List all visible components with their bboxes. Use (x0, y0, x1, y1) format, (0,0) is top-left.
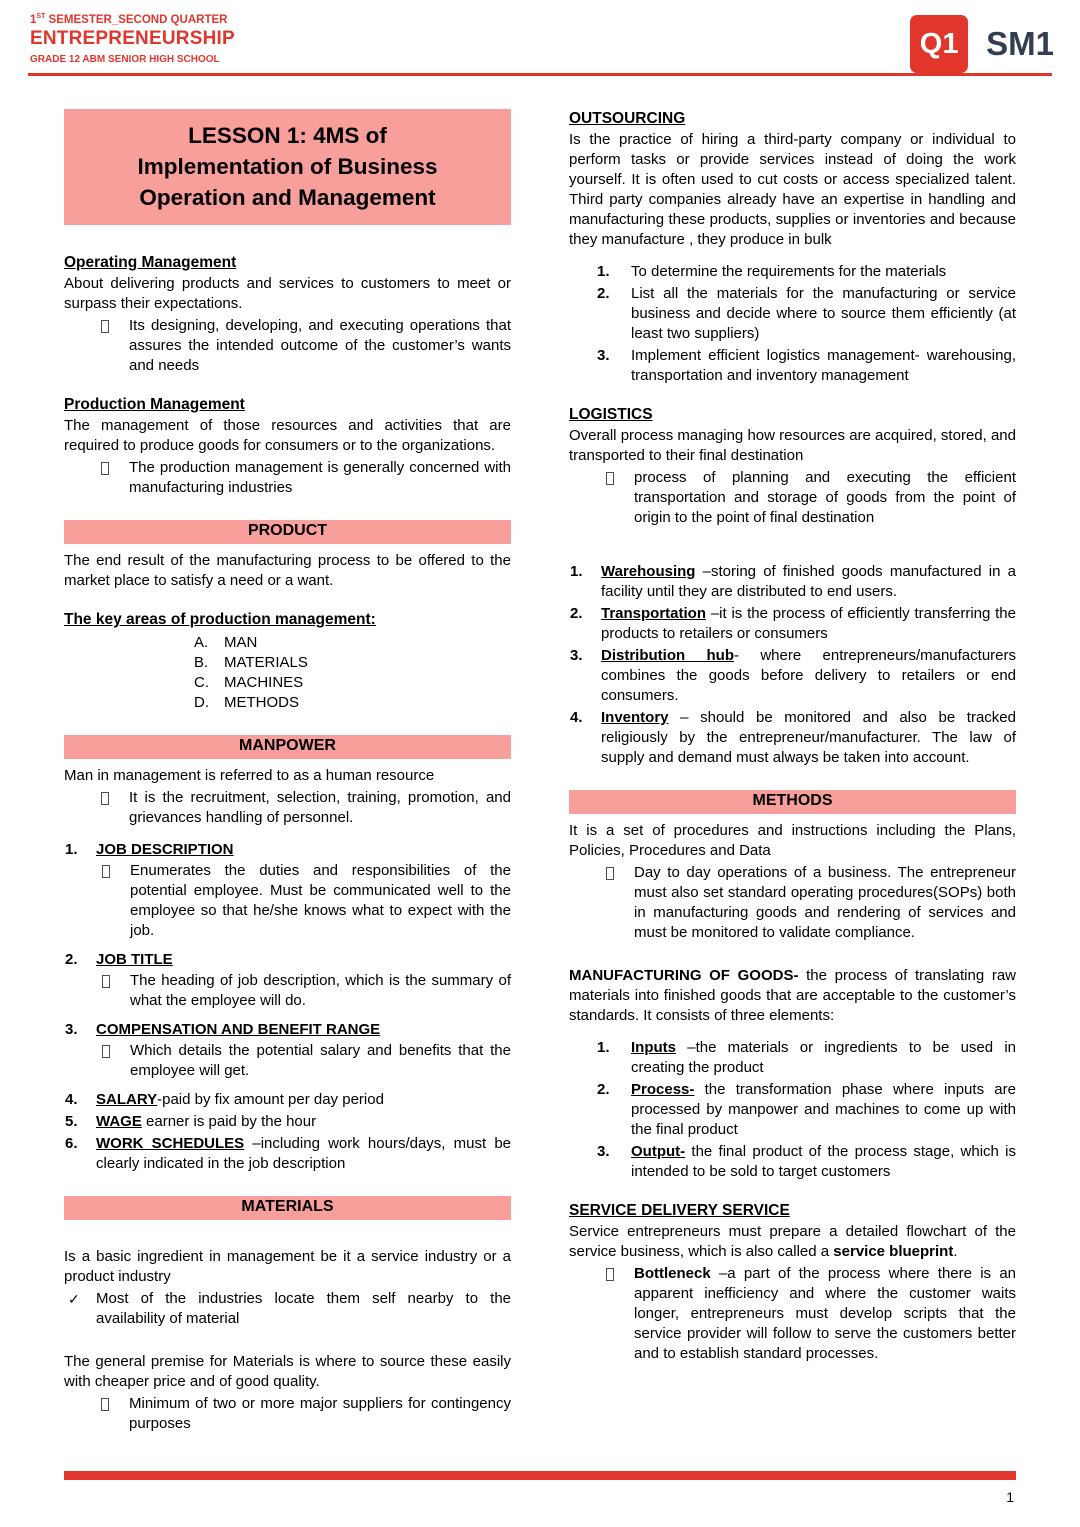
lesson-title-line: LESSON 1: 4MS of (188, 122, 387, 148)
list-item-text (631, 346, 1016, 386)
grade-strand-subtitle: GRADE 12 ABM SENIOR HIGH SCHOOL (30, 53, 220, 65)
paragraph (64, 416, 511, 456)
bullet-item-text (634, 468, 1016, 528)
list-item (65, 840, 511, 941)
list-item-text (96, 1134, 511, 1174)
text-run: Enumerates the duties and responsibilities of the potential employee. Must be communicated well to the employee so that he/she knows what to expect with the job. (130, 861, 511, 939)
bullet-item-text (130, 861, 511, 941)
list-marker: 3. (65, 1020, 78, 1038)
bullet-item (65, 861, 511, 941)
list-item-row (570, 562, 1016, 602)
list-marker: 2. (570, 604, 583, 622)
list-marker: 1. (570, 562, 583, 580)
list-marker: B. (194, 653, 209, 671)
list-item-text (631, 284, 1016, 344)
list-item-text (96, 950, 511, 970)
text-run: Implement efficient logistics management- warehousing, transportation and inventory management (631, 346, 1016, 384)
list-item-text (601, 562, 1016, 602)
empty-checkbox-icon (99, 316, 129, 376)
list-item-text (631, 1038, 1016, 1078)
empty-checkbox-icon (99, 458, 129, 498)
list-item (570, 646, 1016, 706)
bullet-item (64, 1394, 511, 1434)
paragraph (569, 821, 1016, 861)
bullet-item (64, 458, 511, 498)
quarter-text: SEMESTER_SECOND QUARTER (45, 13, 228, 26)
list-item (570, 708, 1016, 768)
list-marker: 2. (597, 1080, 610, 1098)
list-item-text (601, 708, 1016, 768)
list-item-text (96, 840, 511, 860)
text-run: Bottleneck (634, 1264, 711, 1282)
list-item-row (65, 950, 511, 970)
empty-checkbox-icon (100, 971, 130, 1011)
left-column (64, 109, 511, 1437)
text-run: –a part of the process where there is an apparent inefficiency and where the customer waits longer, entrepreneurs must develop scripts that the service provider will follow to serve the customers better and to establish standard processes. (634, 1264, 1016, 1362)
text-run: To determine the requirements for the materials (631, 262, 947, 280)
text-run: - where entrepreneurs/manufacturers combines the goods before delivery to retailers or end consumers. (601, 646, 1016, 704)
list-marker: 4. (65, 1090, 78, 1108)
list-marker: A. (194, 633, 209, 651)
right-column (569, 109, 1016, 1367)
bullet-item-text (129, 788, 511, 828)
footer-divider (64, 1471, 1016, 1480)
list-item (65, 1020, 511, 1081)
bullet-list (569, 863, 1016, 943)
text-run: –including work hours/days, must be clearly indicated in the job description (96, 1134, 512, 1172)
list-item-text: MATERIALS (224, 653, 308, 671)
text-run: It is the recruitment, selection, training, promotion, and grievances handling of personnel. (129, 788, 511, 826)
list-marker: 3. (597, 346, 610, 364)
text-run: – should be monitored and also be tracked religiously by the entrepreneur/manufacturer. The law of supply and demand must always be taken into account. (601, 708, 1016, 766)
list-item (65, 1134, 511, 1174)
text-run: Process- (631, 1080, 695, 1098)
bullet-item (569, 863, 1016, 943)
text-run: About delivering products and services to customers to meet or surpass their expectations. (64, 274, 511, 312)
empty-checkbox-icon (99, 1394, 129, 1434)
list-item-row (65, 1090, 511, 1110)
text-run: the transformation phase where inputs are processed by manpower and machines to come up with the final product (631, 1080, 1016, 1138)
text-run: the final product of the process stage, which is intended to be sold to target customers (631, 1142, 1016, 1180)
list-item (597, 1142, 1016, 1182)
text-run: Minimum of two or more major suppliers for contingency purposes (129, 1394, 511, 1432)
section-banner: METHODS (569, 790, 1016, 814)
section-heading (569, 109, 1016, 129)
section-heading-text: LOGISTICS (569, 405, 653, 423)
text-run: WORK SCHEDULES (96, 1134, 245, 1152)
paragraph (64, 551, 511, 591)
bullet-item-text (129, 458, 511, 498)
text-run: Its designing, developing, and executing operations that assures the intended outcome of the customer’s wants and needs (129, 316, 511, 374)
paragraph (64, 1247, 511, 1287)
list-item-text: MAN (224, 633, 258, 651)
section-heading (64, 253, 511, 273)
empty-checkbox-icon (604, 863, 634, 943)
numbered-list (569, 562, 1016, 768)
list-item-text (631, 262, 1016, 282)
list-item (194, 633, 511, 653)
bullet-list (569, 468, 1016, 528)
text-run: Day to day operations of a business. The entrepreneur must also set standard operating procedures(SOPs) both in manufacturing goods and rendering of services and must be monitored to validate compliance. (634, 863, 1016, 941)
list-item-row (570, 604, 1016, 644)
quarter-number: 1 (30, 13, 37, 26)
list-item-text (601, 646, 1016, 706)
ordinal-superscript: ST (36, 13, 46, 20)
text-run: –the materials or ingredients to be used in creating the product (631, 1038, 1016, 1076)
text-run: Distribution hub (601, 646, 734, 664)
text-run: Most of the industries locate them self nearby to the availability of material (96, 1289, 511, 1327)
section-banner: MATERIALS (64, 1196, 511, 1220)
list-marker: 3. (597, 1142, 610, 1160)
paragraph (64, 274, 511, 314)
list-item-text (96, 1020, 511, 1040)
list-marker: 3. (570, 646, 583, 664)
section-heading-text: The key areas of production management: (64, 610, 376, 628)
list-item (194, 673, 511, 693)
list-marker: 2. (597, 284, 610, 302)
list-item (597, 1080, 1016, 1140)
bullet-list (64, 1394, 511, 1434)
bullet-item-text (96, 1289, 511, 1329)
document-body (0, 76, 1080, 1437)
empty-checkbox-icon (99, 788, 129, 828)
text-run: The heading of job description, which is the summary of what the employee will do. (130, 971, 511, 1009)
spacer (569, 531, 1016, 550)
semester-quarter-line (30, 13, 1050, 26)
list-item-row (597, 1142, 1016, 1182)
list-item-row (597, 1080, 1016, 1140)
bullet-list (64, 316, 511, 376)
text-run: The production management is generally concerned with manufacturing industries (129, 458, 511, 496)
text-run: Overall process managing how resources are acquired, stored, and transported to their final destination (569, 426, 1016, 464)
text-run: It is a set of procedures and instructions including the Plans, Policies, Procedures and Data (569, 821, 1016, 859)
lesson-title (64, 109, 511, 225)
paragraph (569, 426, 1016, 466)
empty-checkbox-icon (604, 1264, 634, 1364)
text-run: JOB DESCRIPTION (96, 840, 234, 858)
paragraph (64, 1352, 511, 1392)
text-run: The management of those resources and activities that are required to produce goods for consumers or to the organizations. (64, 416, 511, 454)
bullet-item-text (129, 1394, 511, 1434)
section-heading (64, 395, 511, 415)
text-run: Output- (631, 1142, 686, 1160)
text-run: The end result of the manufacturing process to be offered to the market place to satisfy a need or a want. (64, 551, 511, 589)
paragraph (64, 766, 511, 786)
list-item-row (570, 646, 1016, 706)
bullet-item (64, 1289, 511, 1329)
list-item-row (597, 284, 1016, 344)
header-badges (910, 15, 1054, 73)
list-item-text (631, 1080, 1016, 1140)
spacer (64, 1332, 511, 1351)
list-item (65, 950, 511, 1011)
list-item-text: METHODS (224, 693, 299, 711)
bullet-list (64, 1289, 511, 1329)
list-item (570, 604, 1016, 644)
list-item (597, 1038, 1016, 1078)
section-heading-text: Operating Management (64, 253, 237, 271)
text-run: service blueprint (833, 1242, 954, 1260)
paragraph (569, 1222, 1016, 1262)
bullet-item-text (129, 316, 511, 376)
bullet-item-text (130, 971, 511, 1011)
list-item-text: MACHINES (224, 673, 304, 691)
list-item-row (597, 1038, 1016, 1078)
lesson-title-line: Operation and Management (139, 184, 436, 210)
check-icon: ✓ (68, 1290, 80, 1307)
list-item-row (570, 708, 1016, 768)
text-run: SALARY (96, 1090, 158, 1108)
text-run: Inputs (631, 1038, 676, 1056)
numbered-list (64, 840, 511, 1174)
bullet-item (569, 1264, 1016, 1364)
list-item-text (96, 1112, 511, 1132)
list-item-row (65, 840, 511, 860)
text-run: Is a basic ingredient in management be it a service industry or a product industry (64, 1247, 511, 1285)
empty-checkbox-icon (604, 468, 634, 528)
text-run: Warehousing (601, 562, 696, 580)
text-run: earner is paid by the hour (141, 1112, 317, 1130)
list-item-row (65, 1020, 511, 1040)
list-marker: 6. (65, 1134, 78, 1152)
text-run: Man in management is referred to as a human resource (64, 766, 435, 784)
bullet-item (64, 788, 511, 828)
bullet-item-text (634, 1264, 1016, 1364)
text-run: Service entrepreneurs must prepare a detailed flowchart of the service business, which is also called a (569, 1222, 1016, 1260)
section-banner: MANPOWER (64, 735, 511, 759)
lettered-list (64, 633, 511, 713)
text-run: JOB TITLE (96, 950, 173, 968)
list-marker: 1. (597, 262, 610, 280)
bullet-list (569, 1264, 1016, 1364)
bullet-list (64, 458, 511, 498)
list-marker: 2. (65, 950, 78, 968)
list-item (65, 1090, 511, 1110)
list-marker: 1. (65, 840, 78, 858)
text-run: WAGE (96, 1112, 142, 1130)
text-run: The general premise for Materials is where to source these easily with cheaper price and of good quality. (64, 1352, 511, 1390)
text-run: Inventory (601, 708, 669, 726)
list-item-text (631, 1142, 1016, 1182)
list-marker: 4. (570, 708, 583, 726)
list-item (570, 562, 1016, 602)
page-header (0, 0, 1080, 65)
text-run: -paid by fix amount per day period (157, 1090, 384, 1108)
list-item-text (601, 604, 1016, 644)
section-heading (569, 1201, 1016, 1221)
list-item (597, 284, 1016, 344)
text-run: Which details the potential salary and benefits that the employee will get. (130, 1041, 511, 1079)
list-item (65, 1112, 511, 1132)
text-run: MANUFACTURING OF GOODS- (569, 966, 799, 984)
list-item (597, 346, 1016, 386)
section-heading (64, 610, 511, 630)
text-run: Transportation (601, 604, 707, 622)
list-marker: 5. (65, 1112, 78, 1130)
bullet-item (65, 971, 511, 1011)
spacer (569, 946, 1016, 965)
text-run: process of planning and executing the efficient transportation and storage of goods from the point of origin to the point of final destination (634, 468, 1016, 526)
list-item-row (65, 1112, 511, 1132)
text-run: COMPENSATION AND BENEFIT RANGE (96, 1020, 381, 1038)
text-run: Is the practice of hiring a third-party company or individual to perform tasks or provide services instead of doing the work yourself. It is often used to cut costs or access specialized talent. Third party companies already have an expertise in handling and manufacturing these products, supplies or inventories and because they manufacture , they produce in bulk (569, 130, 1016, 248)
text-run: the process of translating raw materials into finished goods that are acceptable to the customer’s standards. It consists of three elements: (569, 966, 1016, 1024)
bullet-item (65, 1041, 511, 1081)
empty-checkbox-icon (100, 1041, 130, 1081)
bullet-list (64, 788, 511, 828)
list-item-row (597, 262, 1016, 282)
section-banner: PRODUCT (64, 520, 511, 544)
list-item-text (96, 1090, 511, 1110)
list-marker: 1. (597, 1038, 610, 1056)
paragraph (569, 130, 1016, 250)
list-marker: D. (194, 693, 209, 711)
list-item (194, 693, 511, 713)
subject-title: ENTREPRENEURSHIP (30, 27, 235, 49)
section-heading-text: Production Management (64, 395, 245, 413)
lesson-title-line: Implementation of Business (137, 153, 438, 179)
page-number: 1 (1006, 1489, 1014, 1505)
text-run: . (953, 1242, 958, 1260)
empty-checkbox-icon (100, 861, 130, 941)
list-item (194, 653, 511, 673)
bullet-item-text (130, 1041, 511, 1081)
text-run: –storing of finished goods manufactured in a facility until they are distributed to end users. (601, 562, 1016, 600)
bullet-item (64, 316, 511, 376)
numbered-list (569, 1038, 1016, 1182)
quarter-badge: Q1 (910, 15, 968, 73)
section-heading-text: SERVICE DELIVERY SERVICE (569, 1201, 790, 1219)
bullet-item-text (634, 863, 1016, 943)
list-item (597, 262, 1016, 282)
spacer (64, 1227, 511, 1246)
numbered-list (569, 262, 1016, 386)
section-heading-text: OUTSOURCING (569, 109, 686, 127)
paragraph (569, 966, 1016, 1026)
list-marker: C. (194, 673, 209, 691)
list-item-row (597, 346, 1016, 386)
sm1-label: SM1 (986, 25, 1054, 62)
bullet-item (569, 468, 1016, 528)
text-run: –it is the process of efficiently transferring the products to retailers or consumers (601, 604, 1016, 642)
section-heading (569, 405, 1016, 425)
list-item-row (65, 1134, 511, 1174)
text-run: List all the materials for the manufacturing or service business and decide where to source them efficiently (at least two suppliers) (631, 284, 1016, 342)
